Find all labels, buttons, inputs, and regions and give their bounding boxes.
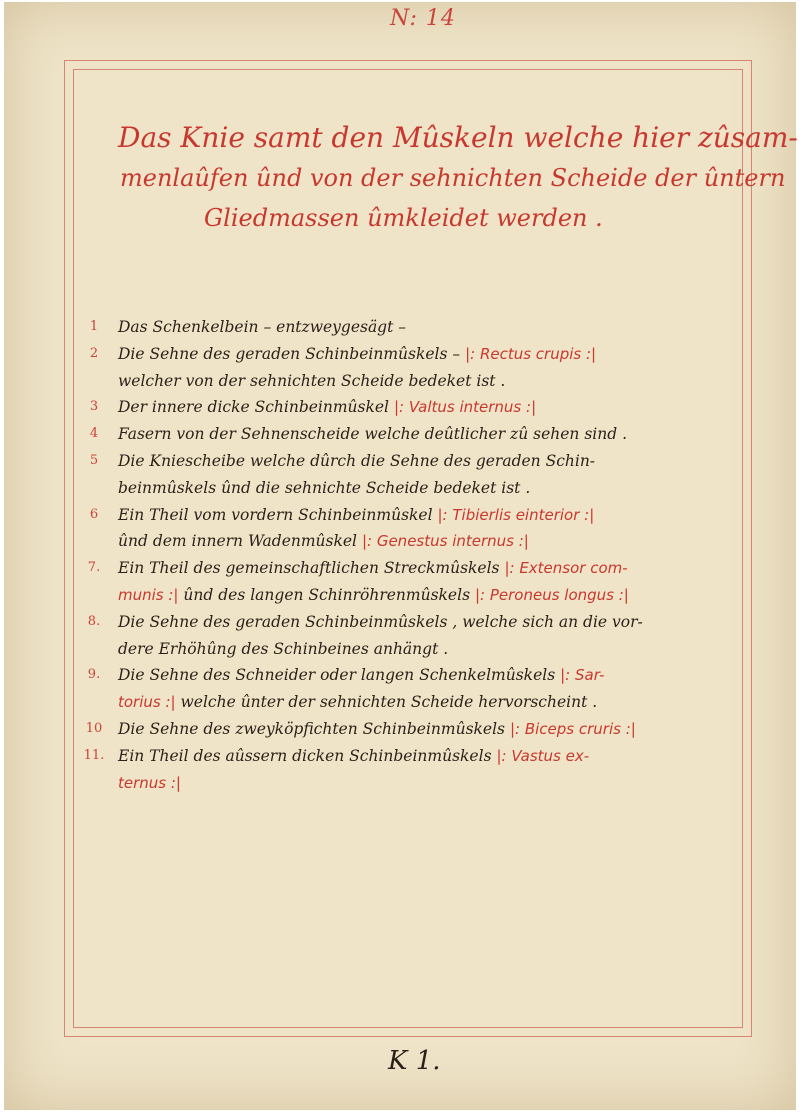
entry-number: 8. <box>87 613 101 629</box>
entry-line <box>118 393 738 421</box>
entry-line <box>118 769 738 797</box>
german-text: Die Sehne des Schneider oder langen Schenkelmûskels <box>118 666 556 685</box>
latin-term: |: Biceps cruris :| <box>509 720 636 738</box>
latin-term: |: Vastus ex- <box>496 746 590 765</box>
entry-line <box>118 447 738 475</box>
entry-line <box>118 527 738 555</box>
german-text: Die Sehne des geraden Schinbeinmûskels – <box>118 344 461 363</box>
title-line-3: Gliedmassen ûmkleidet werden . <box>204 204 603 232</box>
entry-line <box>118 661 738 689</box>
page-number: N: 14 <box>390 6 456 31</box>
entry-line <box>118 340 738 368</box>
entry-number: 10 <box>85 721 103 736</box>
german-text: Ein Theil vom vordern Schinbeinmûskel <box>118 505 433 524</box>
latin-term: ternus :| <box>118 773 181 792</box>
german-text: Die Sehne des zweyköpfichten Schinbeinmûskels <box>118 720 506 738</box>
entry-number: 11. <box>83 747 105 763</box>
entry-line <box>118 581 738 609</box>
latin-term: |: Extensor com- <box>504 559 628 578</box>
latin-term: |: Sar- <box>560 666 605 685</box>
german-text: Der innere dicke Schinbeinmûskel <box>118 398 390 417</box>
german-text: Ein Theil des aûssern dicken Schinbeinmûskels <box>118 746 492 765</box>
entry-number: 9. <box>87 667 101 683</box>
signature-mark: K 1. <box>388 1046 441 1076</box>
entry-number: 6 <box>89 506 99 522</box>
german-text: dere Erhöhûng des Schinbeines anhängt . <box>118 639 449 658</box>
german-text: ûnd des langen Schinröhrenmûskels <box>183 586 471 604</box>
latin-term: munis :| <box>118 586 179 604</box>
entry-number: 2 <box>89 345 99 361</box>
entry-line <box>118 420 738 448</box>
entry-line <box>118 501 738 529</box>
german-text: Fasern von der Sehnenscheide welche deûtlicher zû sehen sind . <box>118 425 627 444</box>
latin-term: |: Tibierlis einterior :| <box>437 505 595 524</box>
german-text: welcher von der sehnichten Scheide bedeket ist . <box>118 371 506 390</box>
german-text: welche ûnter der sehnichten Scheide hervorscheint . <box>180 693 598 712</box>
title-line-1: Das Knie samt den Mûskeln welche hier zûsam- <box>118 121 798 154</box>
latin-term: |: Genestus internus :| <box>361 532 529 551</box>
entry-line <box>118 554 738 582</box>
entry-line <box>118 474 738 502</box>
latin-term: |: Rectus crupis :| <box>465 344 597 363</box>
entry-line <box>118 742 738 770</box>
german-text: ûnd dem innern Wadenmûskel <box>118 532 358 551</box>
latin-term: |: Peroneus longus :| <box>474 586 629 604</box>
title-line-2: menlaûfen ûnd von der sehnichten Scheide der ûntern <box>120 164 786 192</box>
entry-number: 5 <box>89 453 99 468</box>
german-text: Die Sehne des geraden Schinbeinmûskels , welche sich an die vor- <box>118 612 643 631</box>
german-text: Ein Theil des gemeinschaftlichen Streckmûskels <box>118 559 500 578</box>
page-title <box>118 118 798 238</box>
entry-line <box>118 635 738 663</box>
entry-line <box>118 715 738 743</box>
entry-number: 7. <box>87 560 101 576</box>
entry-line <box>118 313 738 341</box>
german-text: beinmûskels ûnd die sehnichte Scheide bedeket ist . <box>118 478 531 497</box>
latin-term: torius :| <box>118 693 176 712</box>
entry-number: 3 <box>89 399 99 415</box>
entry-number: 4 <box>89 426 99 442</box>
latin-term: |: Valtus internus :| <box>393 398 537 417</box>
german-text: Das Schenkelbein – entzweygesägt – <box>118 318 407 336</box>
entry-line <box>118 367 738 395</box>
entry-line <box>118 608 738 636</box>
entry-line <box>118 688 738 716</box>
entry-number: 1 <box>89 319 99 334</box>
german-text: Die Kniescheibe welche dûrch die Sehne des geraden Schin- <box>118 452 596 470</box>
